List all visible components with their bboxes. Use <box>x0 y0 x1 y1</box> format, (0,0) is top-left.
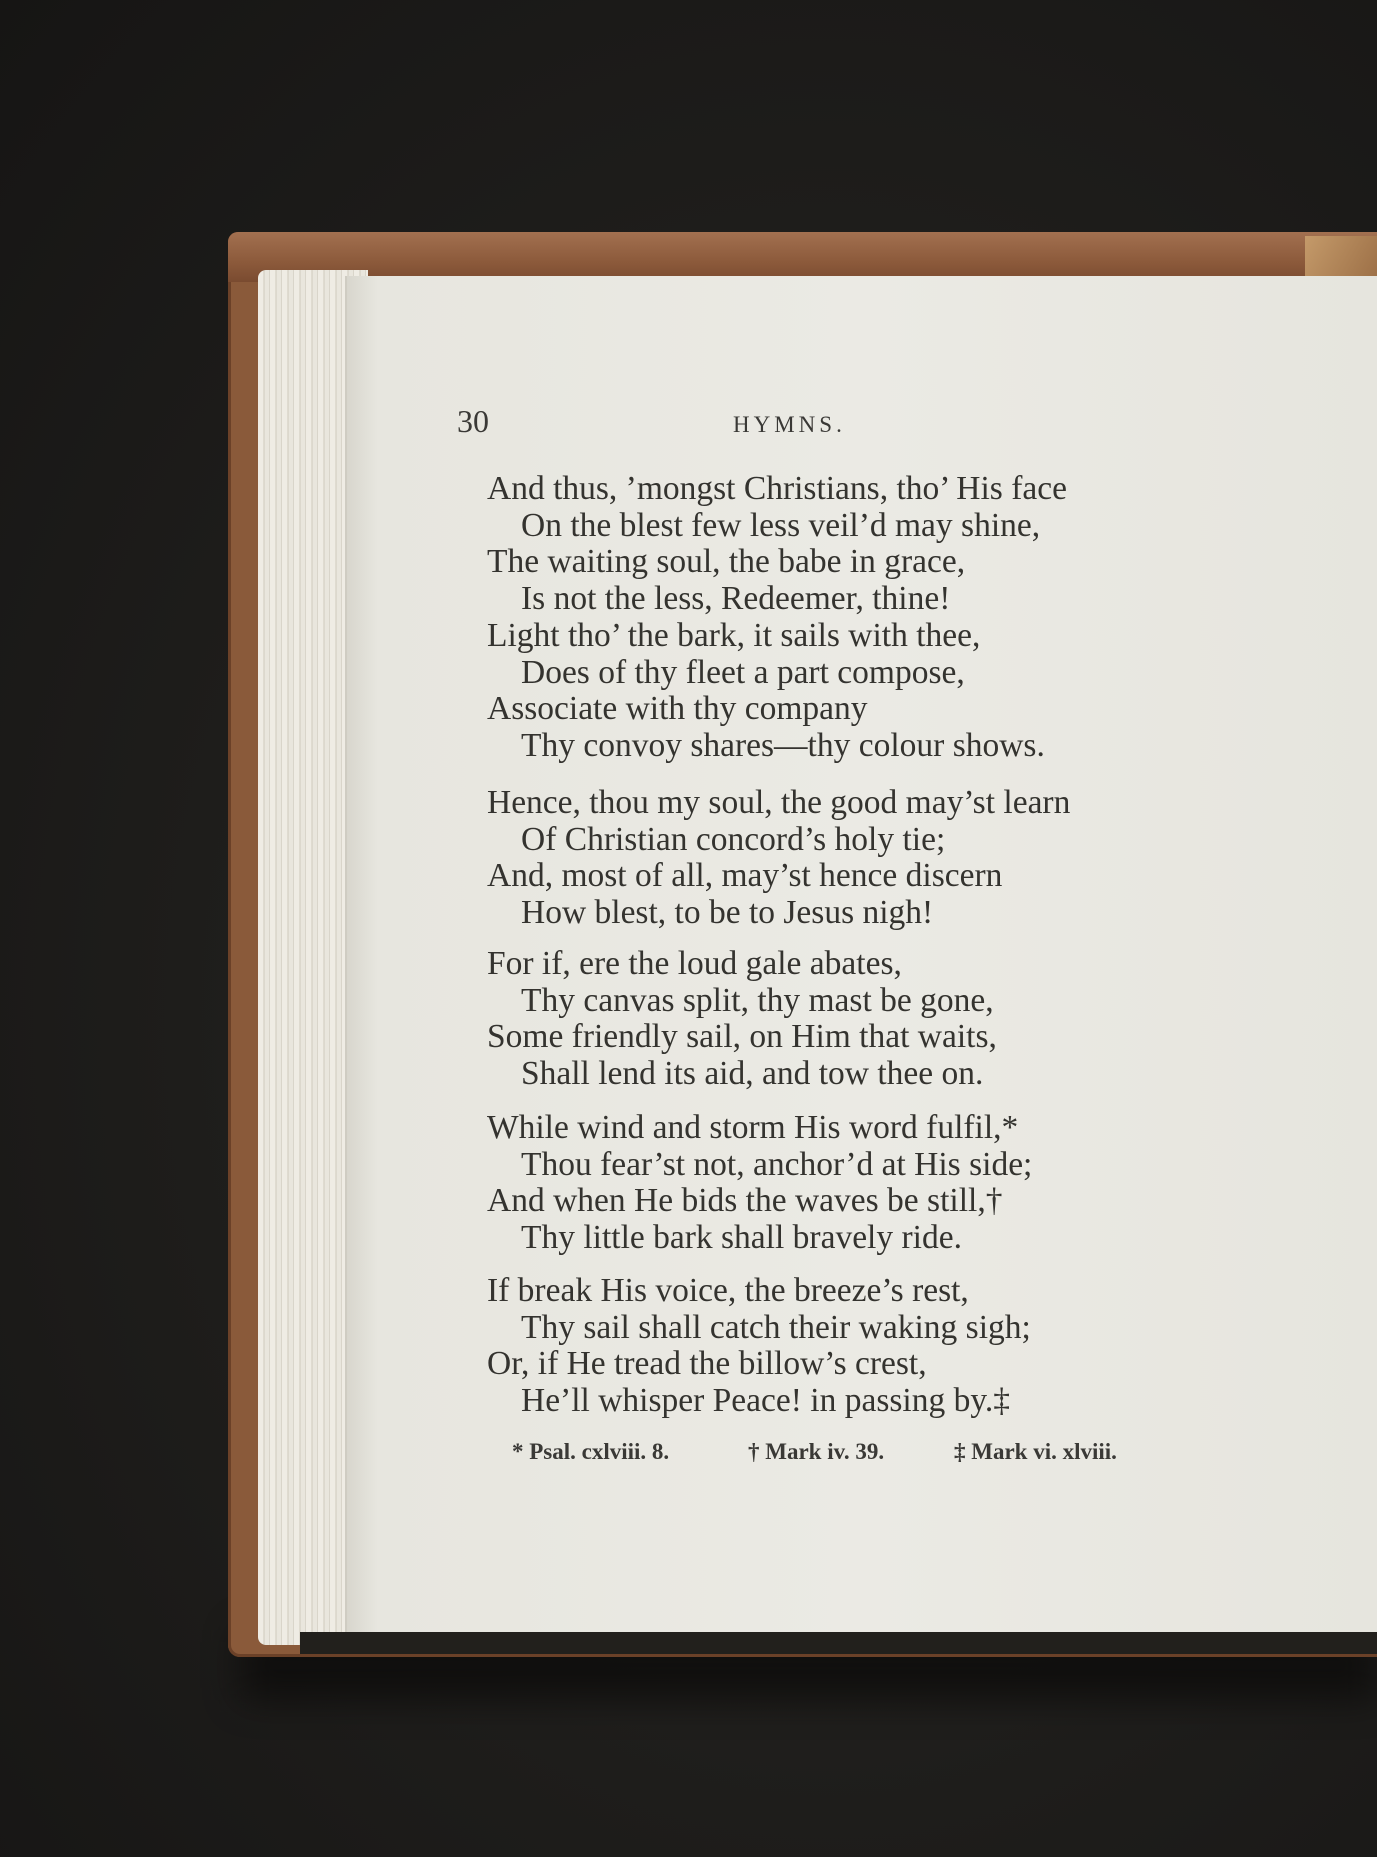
verse-line: While wind and storm His word fulfil,* <box>487 1109 1019 1146</box>
stanza <box>487 471 1067 617</box>
verse-line: He’ll whisper Peace! in passing by.‡ <box>521 1381 1011 1419</box>
verse-line: If break His voice, the breeze’s rest, <box>487 1272 969 1309</box>
footnote: * Psal. cxlviii. 8. <box>512 1439 670 1464</box>
stanza <box>487 618 1045 764</box>
verse-line: And thus, ’mongst Christians, tho’ His face <box>487 470 1067 507</box>
verse-line: Shall lend its aid, and tow thee on. <box>521 1054 984 1092</box>
running-title: HYMNS. <box>733 412 846 437</box>
verse-line: Thy canvas split, thy mast be gone, <box>521 981 994 1019</box>
verse-line: Thou fear’st not, anchor’d at His side; <box>521 1145 1033 1183</box>
verse-line: Hence, thou my soul, the good may’st learn <box>487 784 1071 821</box>
verse-line: Does of thy fleet a part compose, <box>521 653 965 691</box>
verse-line: Thy convoy shares—thy colour shows. <box>521 726 1045 764</box>
cover-bottom-edge <box>300 1632 1377 1654</box>
stanza <box>487 1110 1032 1256</box>
cover-top-edge <box>228 232 1377 282</box>
stanza <box>487 1273 1031 1419</box>
verse-line: The waiting soul, the babe in grace, <box>487 543 966 580</box>
footnote: † Mark iv. 39. <box>748 1439 885 1464</box>
verse-line: How blest, to be to Jesus nigh! <box>521 893 934 931</box>
verse-line: And, most of all, may’st hence discern <box>487 857 1003 894</box>
stanza <box>487 785 1070 931</box>
verse-line: On the blest few less veil’d may shine, <box>521 506 1041 544</box>
verse-line: Associate with thy company <box>487 690 868 727</box>
verse-line: Of Christian concord’s holy tie; <box>521 820 946 858</box>
footnote: ‡ Mark vi. xlviii. <box>954 1439 1117 1464</box>
verse-line: For if, ere the loud gale abates, <box>487 945 902 982</box>
verse-line: Some friendly sail, on Him that waits, <box>487 1018 997 1055</box>
stanza <box>487 946 997 1092</box>
verse-line: Is not the less, Redeemer, thine! <box>521 579 951 617</box>
verse-line: Thy little bark shall bravely ride. <box>521 1218 962 1256</box>
verse-line: Thy sail shall catch their waking sigh; <box>521 1308 1031 1346</box>
verse-line: Or, if He tread the billow’s crest, <box>487 1345 927 1382</box>
verse-line: Light tho’ the bark, it sails with thee, <box>487 617 981 654</box>
verse-line: And when He bids the waves be still,† <box>487 1182 1003 1219</box>
page-number: 30 <box>457 403 489 439</box>
